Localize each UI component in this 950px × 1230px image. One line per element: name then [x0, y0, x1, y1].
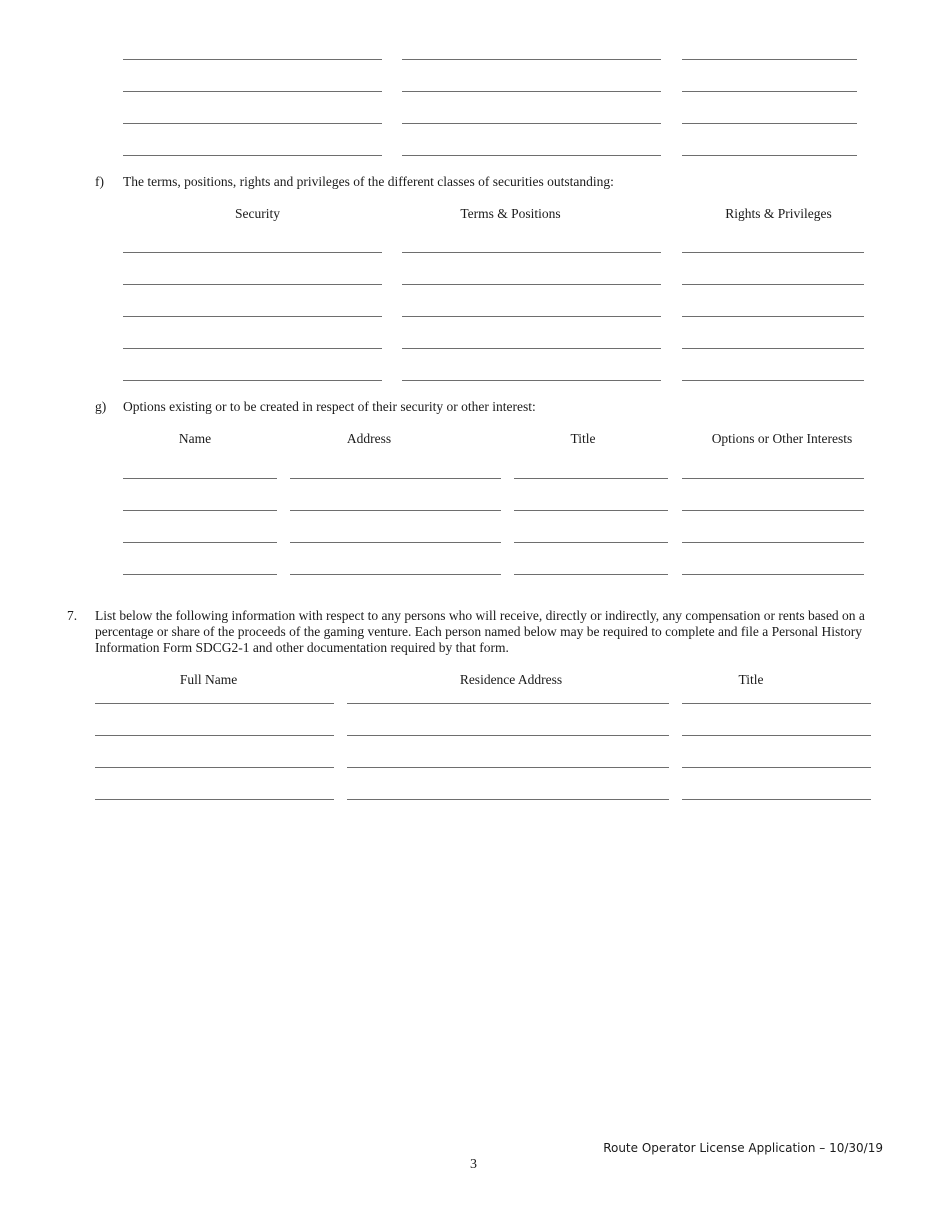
blank-line[interactable] [682, 123, 857, 124]
section-g-marker: g) [95, 399, 107, 414]
blank-line[interactable] [290, 510, 501, 511]
column-header-full-name: Full Name [179, 672, 238, 687]
blank-line[interactable] [123, 252, 382, 253]
blank-line[interactable] [514, 542, 668, 543]
blank-line[interactable] [402, 155, 661, 156]
page-number: 3 [470, 1157, 477, 1172]
column-header-address: Address [346, 431, 392, 446]
blank-line[interactable] [682, 316, 864, 317]
column-header-title: Title [570, 431, 596, 446]
blank-line[interactable] [123, 478, 277, 479]
blank-line[interactable] [402, 348, 661, 349]
blank-line[interactable] [123, 59, 382, 60]
blank-line[interactable] [682, 542, 864, 543]
blank-line[interactable] [682, 767, 871, 768]
column-header-terms-positions: Terms & Positions [460, 206, 561, 221]
column-header-name: Name [178, 431, 212, 446]
blank-line[interactable] [682, 735, 871, 736]
column-header-residence-address: Residence Address [459, 672, 563, 687]
blank-line[interactable] [514, 478, 668, 479]
blank-line[interactable] [95, 703, 334, 704]
blank-line[interactable] [682, 91, 857, 92]
blank-line[interactable] [123, 510, 277, 511]
blank-line[interactable] [402, 380, 661, 381]
blank-line[interactable] [514, 510, 668, 511]
section-g-question: Options existing or to be created in respect of their security or other interest: [123, 399, 536, 414]
section-f-question: The terms, positions, rights and privileges of the different classes of securities outstanding: [123, 174, 614, 189]
blank-line[interactable] [123, 348, 382, 349]
blank-line[interactable] [402, 316, 661, 317]
blank-line[interactable] [123, 284, 382, 285]
blank-line[interactable] [290, 542, 501, 543]
blank-line[interactable] [347, 799, 669, 800]
blank-line[interactable] [682, 380, 864, 381]
blank-line[interactable] [123, 542, 277, 543]
blank-line[interactable] [514, 574, 668, 575]
blank-line[interactable] [347, 735, 669, 736]
blank-line[interactable] [123, 574, 277, 575]
column-header-title: Title [738, 672, 764, 687]
blank-line[interactable] [682, 703, 871, 704]
blank-line[interactable] [682, 155, 857, 156]
blank-line[interactable] [290, 574, 501, 575]
section-7-instructions: List below the following information with respect to any persons who will receive, directly or indirectly, any compensation or rents based on a percentage or share of the proceeds of the gaming venture. Each person named below may be required to complete and file a Personal History Information Form SDCG2-1 and other documentation required by that form. [95, 608, 865, 656]
blank-line[interactable] [123, 155, 382, 156]
blank-line[interactable] [95, 735, 334, 736]
blank-line[interactable] [290, 478, 501, 479]
blank-line[interactable] [123, 380, 382, 381]
section-7-number: 7. [67, 608, 78, 623]
blank-line[interactable] [682, 284, 864, 285]
form-title-footer: Route Operator License Application – 10/30/19 [603, 1141, 883, 1155]
blank-line[interactable] [682, 478, 864, 479]
blank-line[interactable] [347, 703, 669, 704]
blank-line[interactable] [402, 284, 661, 285]
blank-line[interactable] [682, 574, 864, 575]
blank-line[interactable] [402, 123, 661, 124]
blank-line[interactable] [682, 59, 857, 60]
column-header-security: Security [235, 206, 280, 221]
column-header-rights-privileges: Rights & Privileges [725, 206, 832, 221]
blank-line[interactable] [682, 510, 864, 511]
blank-line[interactable] [682, 348, 864, 349]
blank-line[interactable] [402, 252, 661, 253]
blank-line[interactable] [123, 316, 382, 317]
section-f-marker: f) [95, 174, 104, 189]
blank-line[interactable] [123, 91, 382, 92]
blank-line[interactable] [95, 767, 334, 768]
blank-line[interactable] [402, 59, 661, 60]
blank-line[interactable] [402, 91, 661, 92]
blank-line[interactable] [682, 799, 871, 800]
blank-line[interactable] [95, 799, 334, 800]
column-header-options-interests: Options or Other Interests [711, 431, 853, 446]
blank-line[interactable] [682, 252, 864, 253]
blank-line[interactable] [123, 123, 382, 124]
blank-line[interactable] [347, 767, 669, 768]
